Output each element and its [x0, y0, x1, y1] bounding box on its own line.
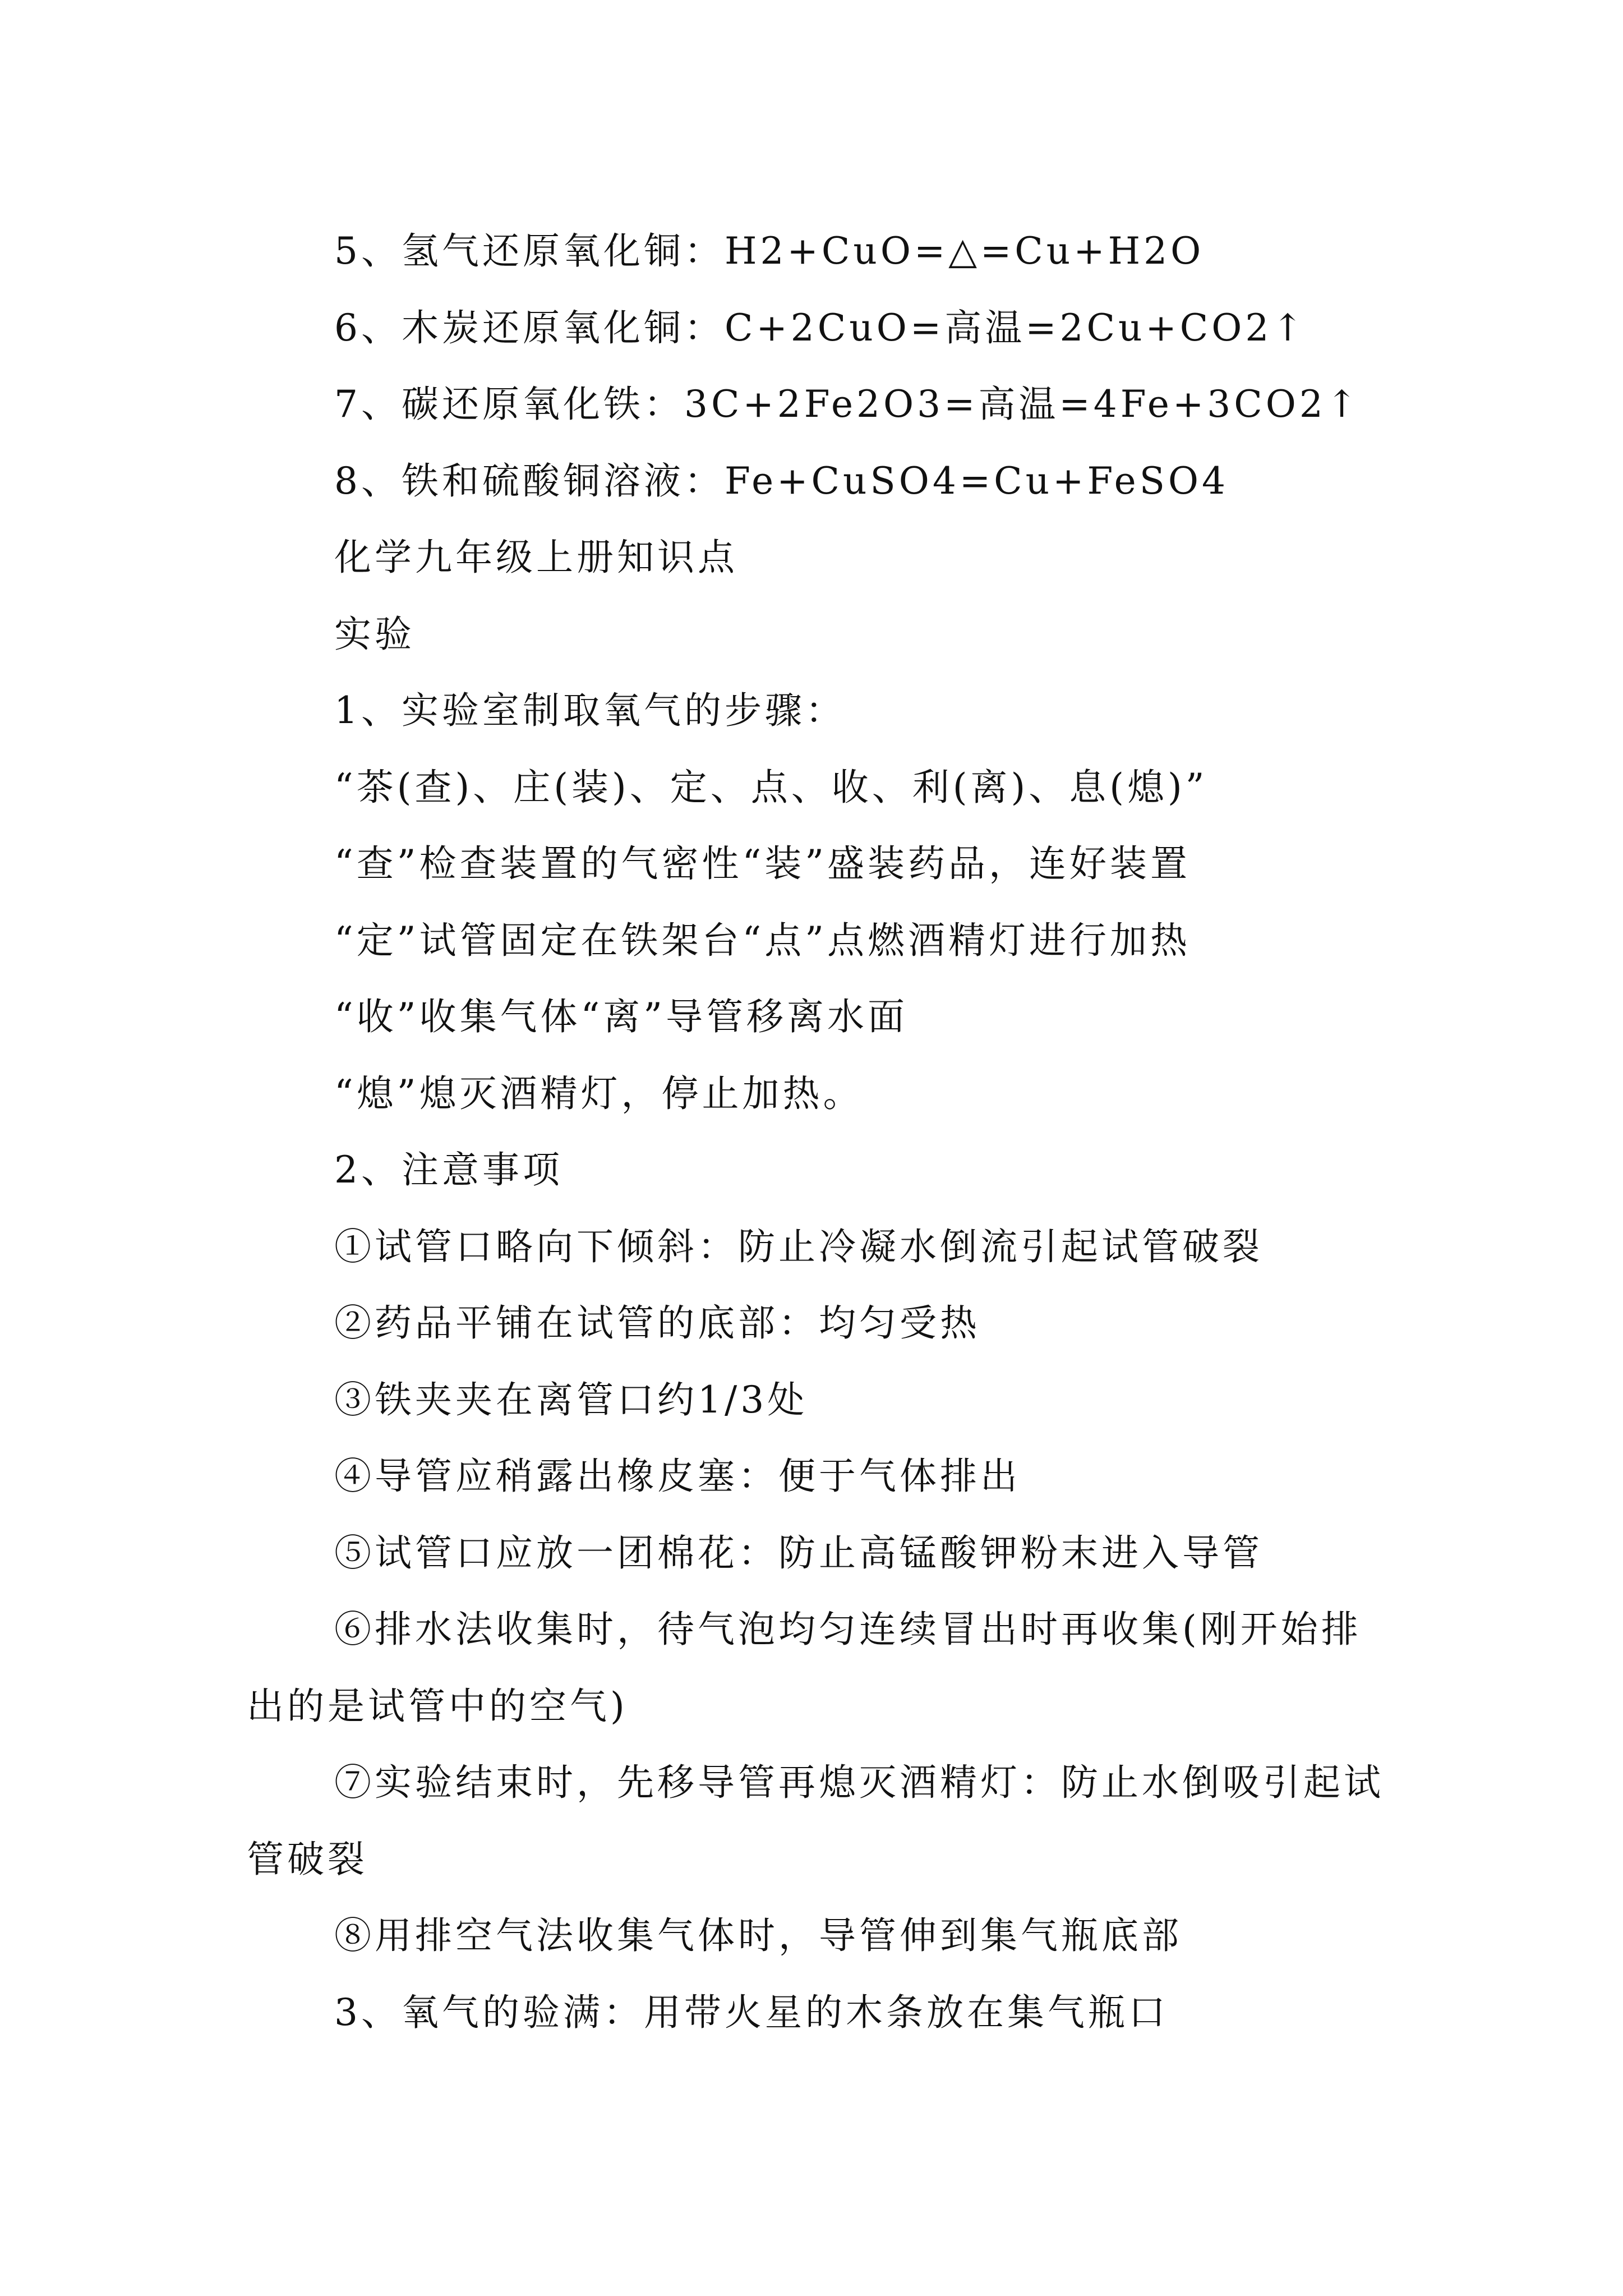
precaution-item-6: ⑥排水法收集时，待气泡均匀连续冒出时再收集(刚开始排出的是试管中的空气)	[247, 1608, 1362, 1728]
precaution-item-8: ⑧用排空气法收集气体时，导管伸到集气瓶底部	[334, 1914, 1182, 1957]
equation-charcoal-reduces-copper-oxide: 6、木炭还原氧化铜：C+2CuO=高温=2Cu+CO2↑	[334, 306, 1307, 349]
document-body	[247, 213, 1385, 2051]
precaution-item-7: ⑦实验结束时，先移导管再熄灭酒精灯：防止水倒吸引起试管破裂	[247, 1761, 1384, 1881]
section-title: 化学九年级上册知识点	[334, 536, 738, 579]
equation-carbon-reduces-iron-oxide: 7、碳还原氧化铁：3C+2Fe2O3=高温=4Fe+3CO2↑	[334, 383, 1361, 426]
precaution-item-3: ③铁夹夹在离管口约1/3处	[334, 1378, 808, 1421]
precaution-item-5: ⑤试管口应放一团棉花：防止高锰酸钾粉末进入导管	[334, 1531, 1263, 1575]
equation-iron-copper-sulfate: 8、铁和硫酸铜溶液：Fe+CuSO4=Cu+FeSO4	[334, 459, 1229, 503]
precaution-item-2: ②药品平铺在试管的底部：均匀受热	[334, 1301, 980, 1345]
step-fix-ignite: “定”试管固定在铁架台“点”点燃酒精灯进行加热	[334, 918, 1191, 962]
precaution-item-1: ①试管口略向下倾斜：防止冷凝水倒流引起试管破裂	[334, 1225, 1263, 1268]
equation-hydrogen-reduces-copper-oxide: 5、氢气还原氧化铜：H2+CuO=△=Cu+H2O	[334, 229, 1205, 273]
steps-mnemonic: “茶(查)、庄(装)、定、点、收、利(离)、息(熄)”	[334, 765, 1208, 809]
step-check-load: “查”检查装置的气密性“装”盛装药品，连好装置	[334, 842, 1191, 885]
step-extinguish: “熄”熄灭酒精灯，停止加热。	[334, 1071, 864, 1115]
precaution-item-4: ④导管应稍露出橡皮塞：便于气体排出	[334, 1455, 1021, 1498]
precautions-heading: 2、注意事项	[334, 1148, 563, 1191]
step-collect-remove: “收”收集气体“离”导管移离水面	[334, 995, 908, 1038]
oxygen-full-check: 3、氧气的验满：用带火星的木条放在集气瓶口	[334, 1990, 1169, 2034]
section-heading-experiment: 实验	[334, 612, 415, 656]
oxygen-preparation-steps-heading: 1、实验室制取氧气的步骤：	[334, 689, 846, 732]
